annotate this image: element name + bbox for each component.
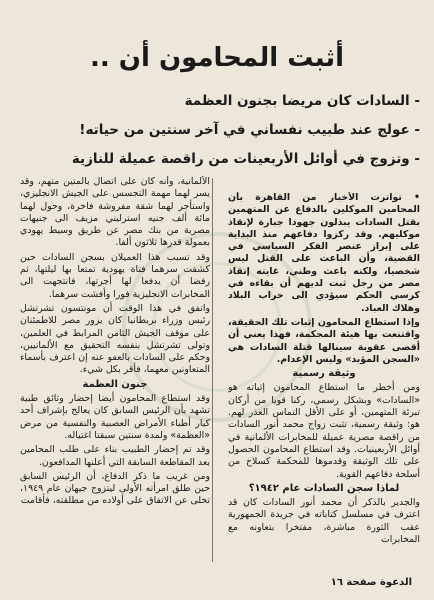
article-headline: أثبت المحامون أن ..: [89, 43, 345, 73]
section-heading-official-document: وثيقة رسمية: [292, 368, 356, 380]
paragraph: واتفق في هذا الوقت أن مونتسون تشرتشل رئيس وزراء بريطانيا كان يزور مصر للاطمئنان على موقف الجيش الثامن المرابط في العلمين، وتولى تشرتشل بنفسه التحقيق مع الألمانيين، وحكم على السادات بالعفو عنه إن اعترف بأسماء المتعاونين معهما، فأقر بكل شيء.: [20, 302, 210, 376]
subheadline-2: - عولج عند طبيب نفساني في آخر سنتين من حياته!: [79, 122, 420, 138]
page-footer: الدعوة صفحة ١٦: [330, 577, 412, 588]
article-subheadlines: [10, 92, 420, 179]
paragraph: ومن أخطر ما استطاع المحامون إثباته هو «السادات» وبشكل رسمي، ركنا قويا من أركان تبرئة المتهمين، أو على الأقل التماس العذر لهم. هو: وثيقة رسمية، تثبت زواج محمد أنور السادات من راقصة مصرية عميلة للمخابرات الألمانية في أوائل الأربعينيات. وقد استطاع المحامون الحصول على تلك الوثيقة وقدموها للمحكمة كسلاح من أسلحة دفاعهم القوية.: [228, 382, 420, 480]
column-divider: [212, 178, 213, 562]
subheadline-1: - السادات كان مريضا بجنون العظمة: [184, 93, 420, 109]
paragraph: وقد استطاع المحامون أيضا إحضار وثائق طبية تشهد بأن الرئيس السابق كان يعالج بإشراف أحد كبار أطباء الأمراض العصبية والنفسية من مرض «العظمة» ولمدة سنتين سبقتا اغتياله.: [20, 393, 210, 441]
paragraph: وقد تسبب هذا العميلان بسجن السادات حين كشفت سرهما فتاة يهودية تمتعا بها ليلتها، ثم رفضا أن يدفعا لها أجرتها، فانتجهت الى المخابرات الانجليزية فورا وأفشت سرهما.: [20, 251, 210, 300]
section-heading-1942: لماذا سجن السادات عام ١٩٤٢؟: [248, 482, 400, 494]
paragraph-intro: • تواترت الأخبار من القاهرة بأن المحامين الموكلين بالدفاع عن المتهمين بقتل السادات يبذلون جهودا جبارة لإنقاذ موكليهم. وقد ركزوا دفاعهم منذ البداية على إبراز عنصر الفكر السياسي في القضية، وأن الباعث على القتل ليس شخصيا، ولكنه باعث وطني، غايته إنقاذ مصر من رجل ثبت لديهم أن بقاءه في كرسي الحكم سيؤدي الى خراب البلاد وهلاك العباد.: [228, 192, 420, 314]
article-column-right: [228, 192, 420, 566]
section-heading-megalomania: جنون العظمة: [82, 378, 148, 390]
paragraph: ومن غريب ما ذكر الدفاع، أن الرئيس السابق حين طلق امرأته الأولى ليتزوج جيهان عام ١٩٤٩، تخلى عن الاتفاق على أولاده من مطلقته، فأقامت: [20, 470, 210, 507]
article-column-left: [20, 176, 210, 564]
subheadline-3: - وتزوج في أوائل الأربعينات من راقصة عميلة للنازية: [71, 151, 420, 167]
paragraph: وإذا استطاع المحامون إثبات تلك الحقيقة، واقتنعت بها هيئة المحكمة، فهذا يعني أن أقصى عقوبة سينالها قتلة السادات هي «السجن المؤبد» وليس الإعدام.: [228, 316, 420, 365]
paragraph: الألمانية، وأنه كان على اتصال بالمتين منهم، وقد يسر لهما مهمة التجسس على الجيش الانجليزي، واستأجر لهما شقة مفروشة فاخرة، وحول لهما مائة ألف جنيه استرليني مزيف الى جنيهات مصرية من بنك مصر عن طريق وسيط يهودي بعمولة قدرها ثلاثون ألفا.: [20, 176, 210, 249]
paragraph: والجدير بالذكر أن محمد أنور السادات كان قد اعترف في مسلسل كتاباته في جريدة الجمهورية عقب الثورة مباشرة، مفتخرا بتعاونه مع المخابرات: [228, 497, 420, 546]
paragraph: وقد تم إحضار الطبيب بناء على طلب المحامين بعد المقاطعة السابقة التي أعلنها المدافعون.: [20, 444, 210, 468]
